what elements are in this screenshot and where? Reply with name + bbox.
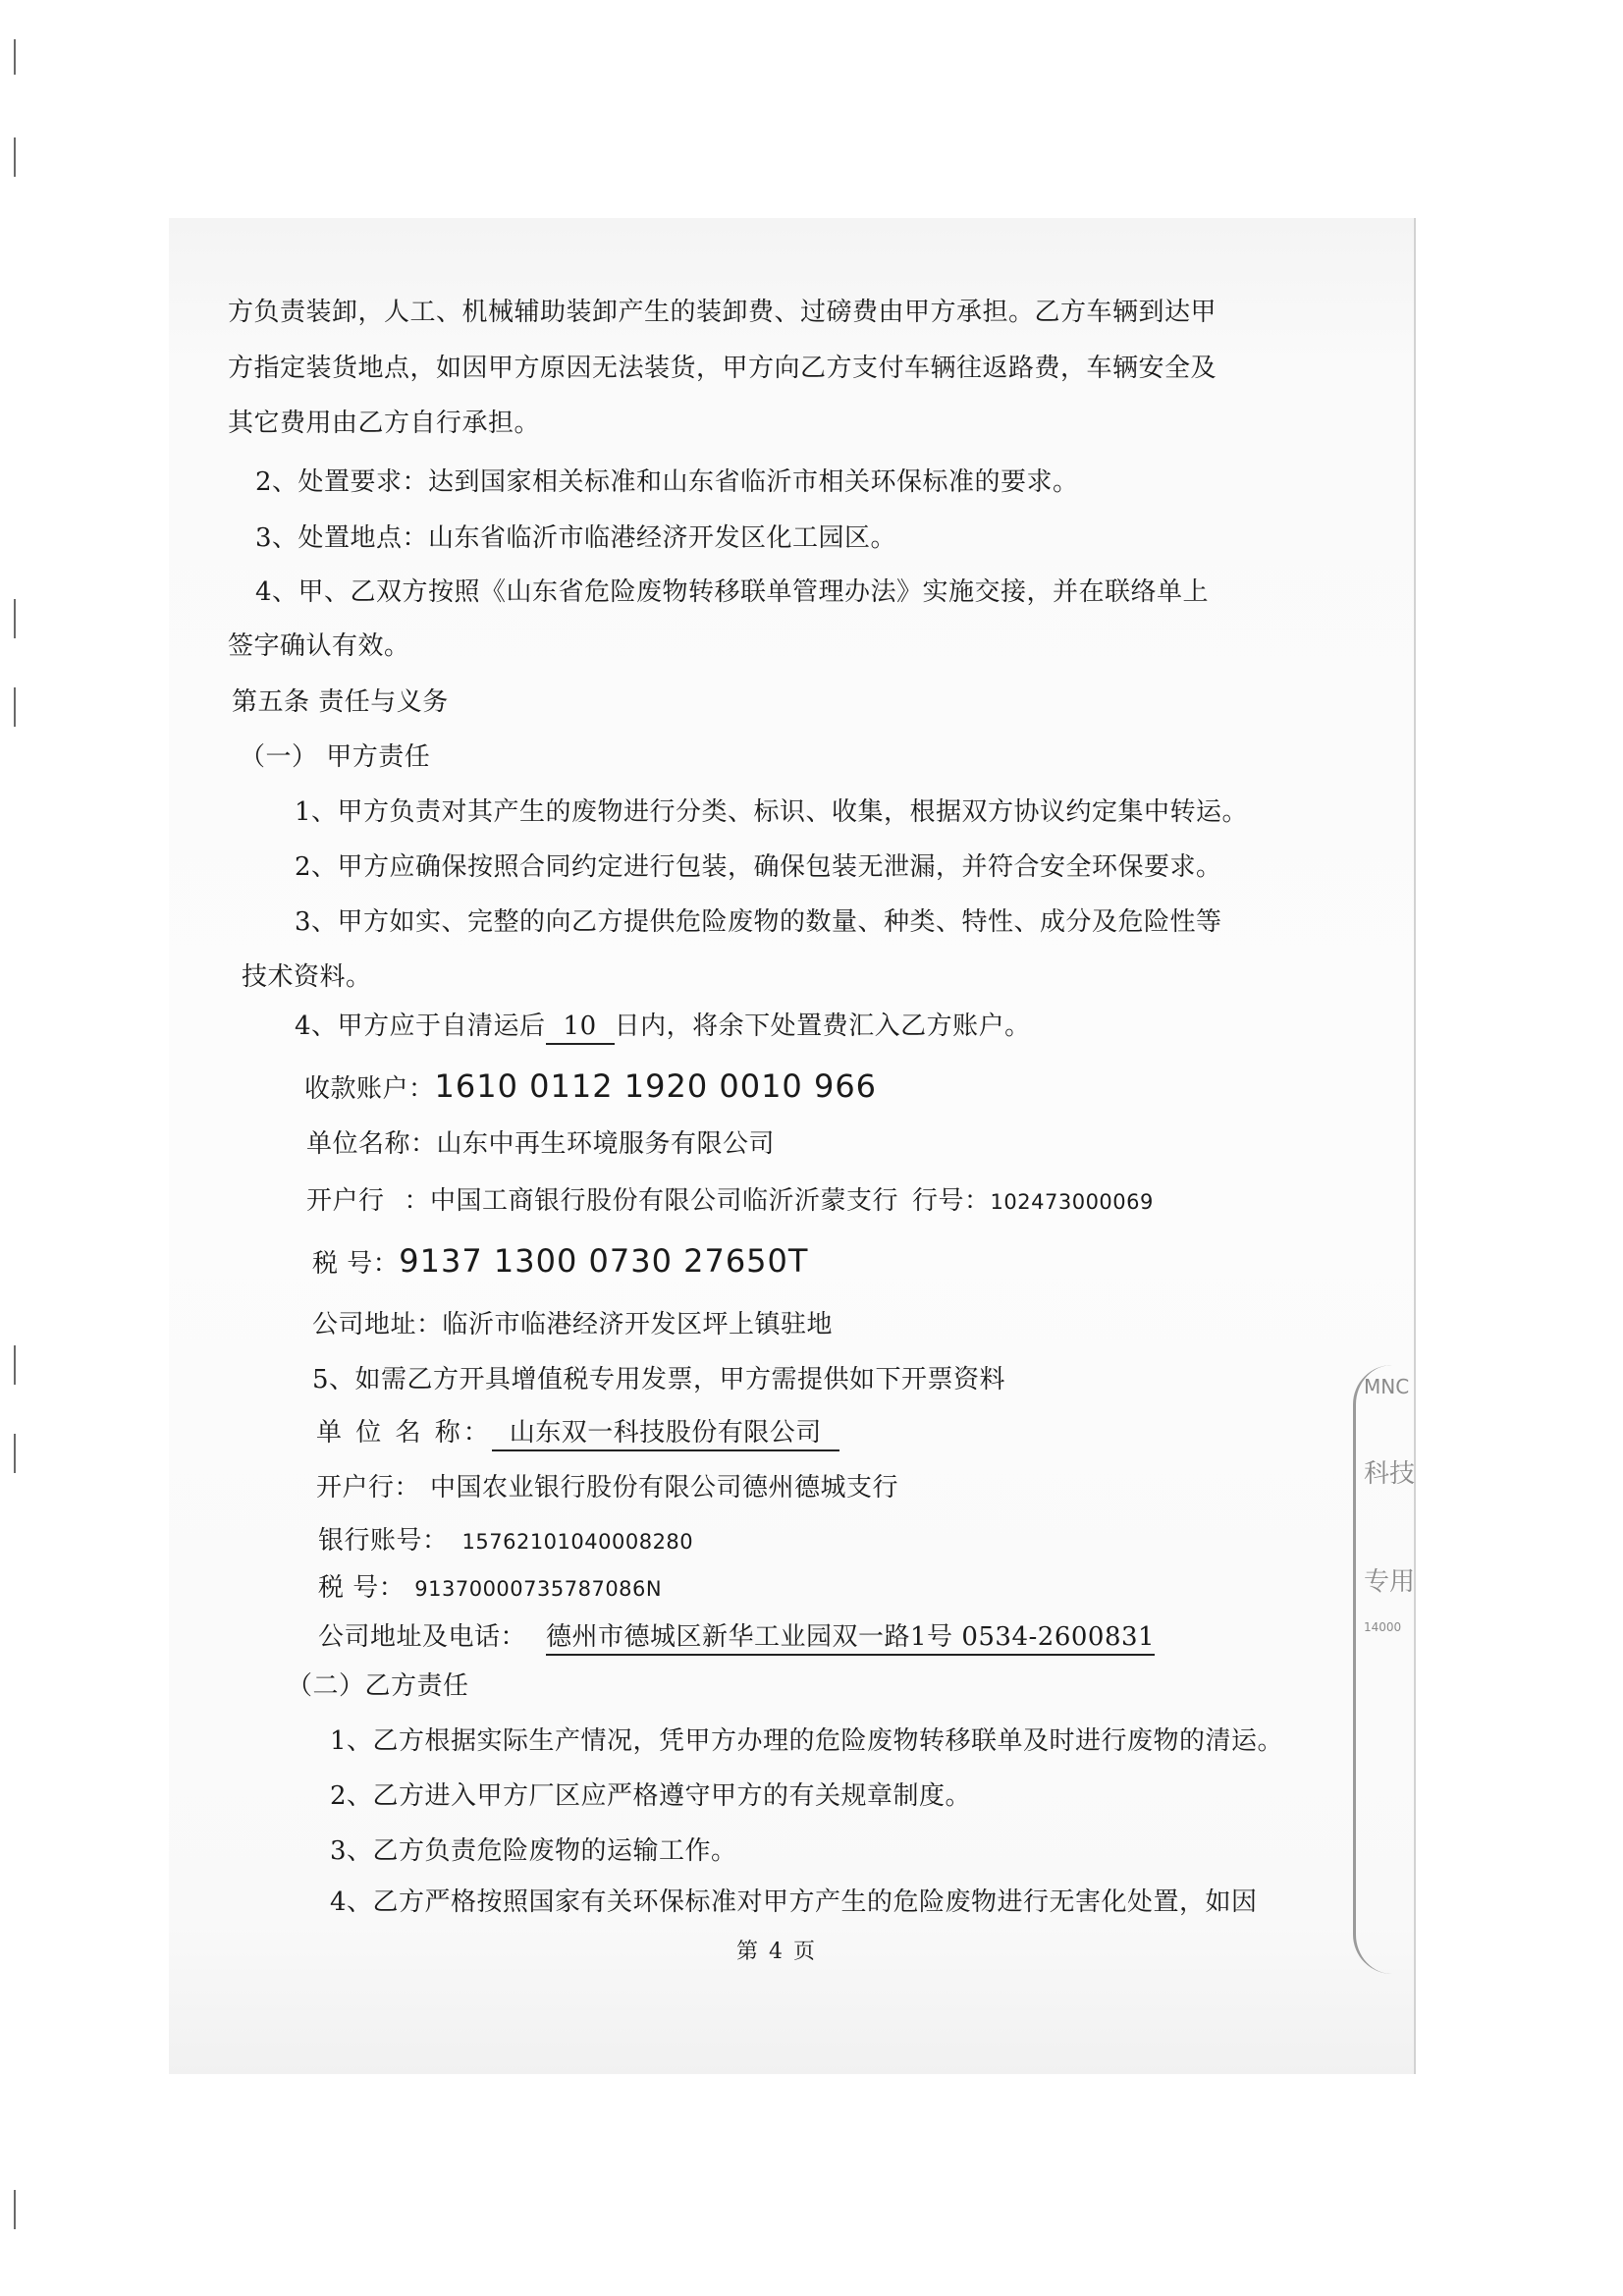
duty-4-suffix: 日内，将余下处置费汇入乙方账户。 [614,1011,1031,1041]
invoice-company-label: 单 位 名 称： [316,1418,492,1448]
invoice-tax-value: 91370000735787086N [414,1577,663,1601]
clause-4: 4、甲、乙双方按照《山东省危险废物转移联单管理办法》实施交接，并在联络单上 [255,577,1210,607]
address-row [312,1312,833,1338]
duty-4-days: 10 [546,1011,615,1045]
invoice-account-label: 银行账号： [318,1526,449,1556]
party-a-duty-5: 5、如需乙方开具增值税专用发票，甲方需提供如下开票资料 [312,1365,1006,1394]
invoice-company-value: 山东双一科技股份有限公司 [492,1418,839,1451]
clause-3: 3、处置地点：山东省临沂市临港经济开发区化工园区。 [255,523,897,553]
party-b-duty-3: 3、乙方负责危险废物的运输工作。 [330,1836,737,1866]
body-line-3: 其它费用由乙方自行承担。 [228,409,541,438]
party-b-duty-2: 2、乙方进入甲方厂区应严格遵守甲方的有关规章制度。 [330,1781,972,1811]
receiving-account-row [304,1067,878,1105]
invoice-address-value: 德州市德城区新华工业园双一路1号 0534-2600831 [546,1622,1155,1656]
company-name-row [306,1131,775,1157]
duty-4-prefix: 4、甲方应于自清运后 [295,1011,546,1041]
body-line-1: 方负责装卸，人工、机械辅助装卸产生的装卸费、过磅费由甲方承担。乙方车辆到达甲 [228,298,1217,327]
stamp-text-2: 科技 [1364,1459,1416,1489]
party-b-duty-1: 1、乙方根据实际生产情况，凭甲方办理的危险废物转移联单及时进行废物的清运。 [330,1726,1284,1756]
invoice-tax-row [318,1575,662,1601]
party-a-duty-3-cont: 技术资料。 [242,962,372,992]
party-b-duty-4: 4、乙方严格按照国家有关环保标准对甲方产生的危险废物进行无害化处置，如因 [330,1887,1258,1917]
article-5-heading: 第五条 责任与义务 [232,687,449,717]
section-1-heading: （一） 甲方责任 [240,742,431,772]
bank-value: ：中国工商银行股份有限公司临沂沂蒙支行 [404,1186,899,1216]
tax-value: 9137 1300 0730 27650T [399,1242,809,1280]
bank-number-value: 102473000069 [990,1190,1154,1214]
section-2-heading: （二）乙方责任 [287,1671,469,1701]
address-value: 临沂市临港经济开发区坪上镇驻地 [442,1310,834,1339]
receiving-account-label: 收款账户： [304,1074,435,1104]
stamp-text-1: MNC [1364,1375,1410,1398]
invoice-company-row [316,1420,839,1446]
binding-mark-1 [14,39,16,75]
binding-mark-4 [14,687,16,727]
stamp-text-4: 14000 [1364,1620,1402,1634]
invoice-bank-label: 开户行： [316,1473,421,1503]
binding-mark-6 [14,1434,16,1473]
tax-row [312,1242,809,1280]
receiving-account-value: 1610 0112 1920 0010 966 [434,1067,878,1105]
clause-2: 2、处置要求：达到国家相关标准和山东省临沂市相关环保标准的要求。 [255,467,1079,497]
clause-4-cont: 签字确认有效。 [228,631,410,661]
invoice-address-label: 公司地址及电话： [318,1622,527,1652]
company-name-label: 单位名称： [306,1129,437,1159]
binding-mark-7 [14,2190,16,2229]
party-a-duty-4 [295,1013,1031,1039]
tax-label: 税 号： [312,1249,400,1279]
binding-mark-2 [14,137,16,177]
binding-mark-3 [14,599,16,638]
binding-mark-5 [14,1345,16,1385]
company-name-value: 山东中再生环境服务有限公司 [436,1129,776,1159]
invoice-address-row [318,1624,1155,1650]
party-a-duty-1: 1、甲方负责对其产生的废物进行分类、标识、收集，根据双方协议约定集中转运。 [295,797,1249,827]
party-a-duty-2: 2、甲方应确保按照合同约定进行包装，确保包装无泄漏，并符合安全环保要求。 [295,852,1222,882]
invoice-account-row [318,1528,693,1554]
stamp-text-3: 专用 [1364,1567,1416,1597]
invoice-bank-value: 中国农业银行股份有限公司德州德城支行 [430,1473,899,1503]
address-label: 公司地址： [312,1310,443,1339]
page-number: 第 4 页 [736,1940,817,1964]
bank-label: 开户行 [306,1186,385,1216]
bank-row [306,1188,1154,1214]
seal-stamp-fragment [1353,1365,1417,1974]
body-line-2: 方指定装货地点，如因甲方原因无法装货，甲方向乙方支付车辆往返路费，车辆安全及 [228,354,1217,383]
bank-number-label: 行号： [912,1186,991,1216]
invoice-bank-row [316,1475,898,1501]
party-a-duty-3: 3、甲方如实、完整的向乙方提供危险废物的数量、种类、特性、成分及危险性等 [295,907,1222,937]
invoice-account-value: 15762101040008280 [461,1530,694,1554]
invoice-tax-label: 税 号： [318,1573,406,1603]
